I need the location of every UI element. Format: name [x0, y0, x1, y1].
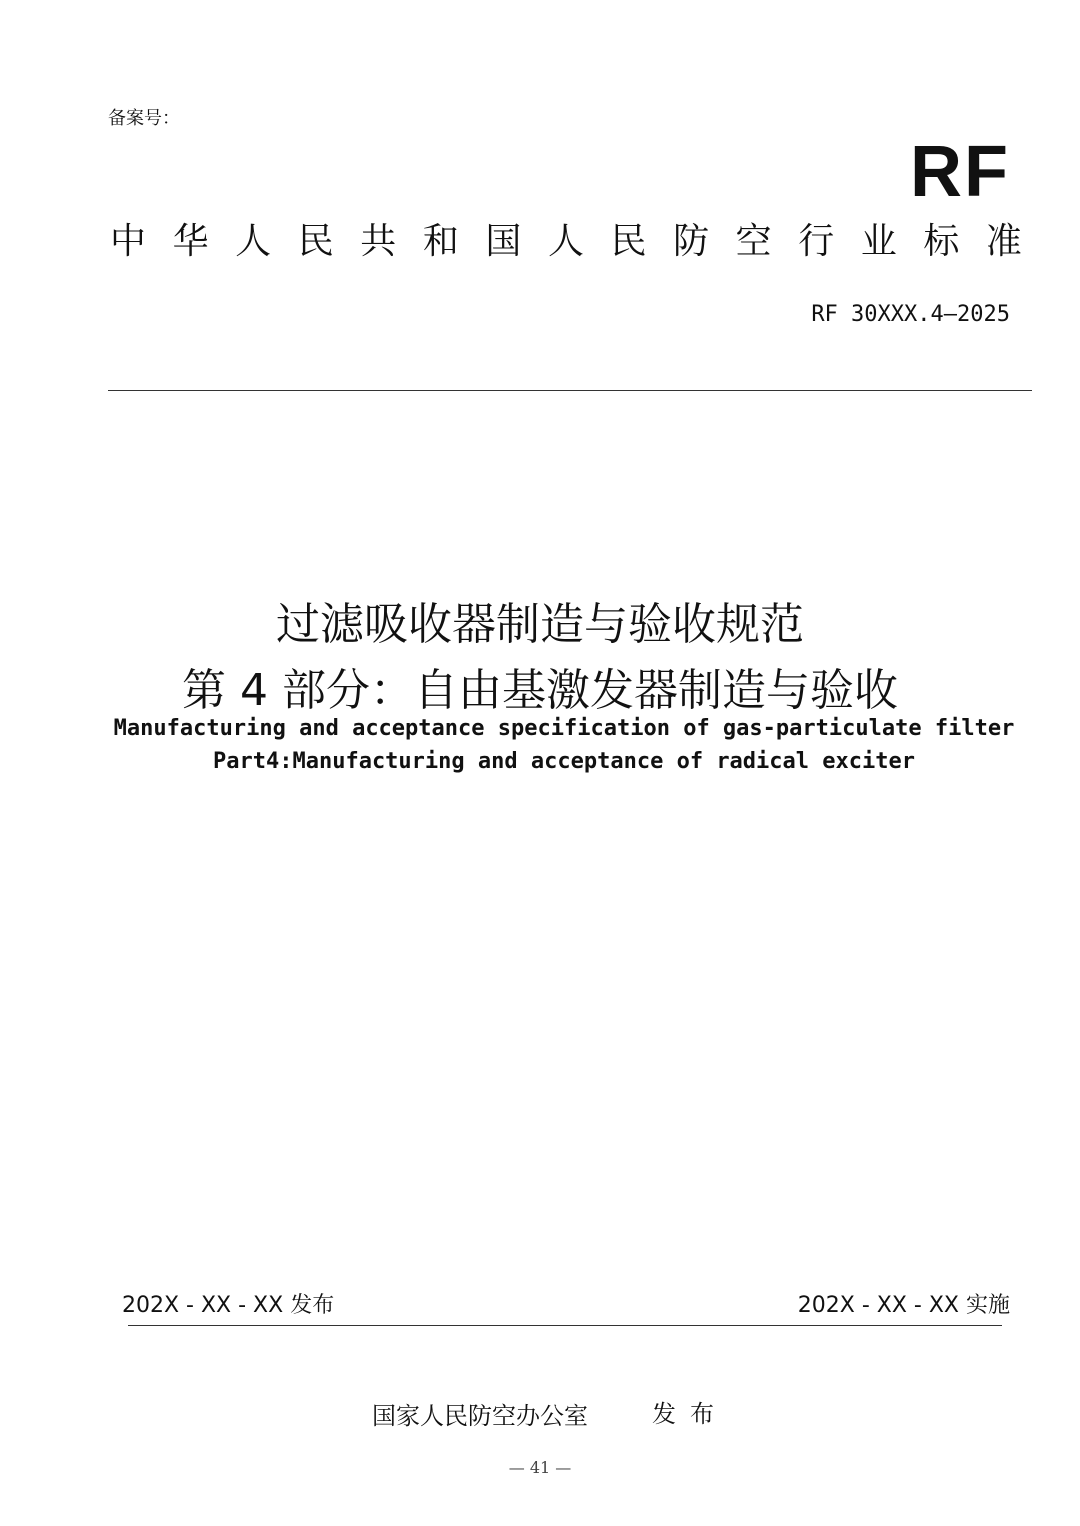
title-char: 和 — [422, 221, 459, 262]
page-number: — 41 — — [508, 1458, 572, 1477]
publish-date: 202X - XX - XX 发布 — [122, 1293, 335, 1318]
issue-label: 发布 — [652, 1400, 728, 1428]
title-char: 准 — [985, 221, 1022, 262]
title-char: 行 — [798, 221, 835, 262]
title-char: 民 — [610, 221, 647, 262]
filing-number-label: 备案号： — [108, 108, 180, 129]
implement-date: 202X - XX - XX 实施 — [797, 1293, 1010, 1318]
title-char: 中 — [110, 221, 147, 262]
title-char: 人 — [547, 221, 584, 262]
title-char: 人 — [235, 221, 272, 262]
title-char: 共 — [360, 221, 397, 262]
standard-number: RF 30XXX.4—2025 — [811, 302, 1010, 327]
issuer-name: 国家人民防空办公室 — [372, 1402, 588, 1430]
document-title-cn-line1: 过滤吸收器制造与验收规范 — [276, 599, 804, 650]
document-title-cn-line2: 第 4 部分：自由基激发器制造与验收 — [182, 665, 898, 716]
title-char: 空 — [735, 221, 772, 262]
title-char: 国 — [485, 221, 522, 262]
top-divider — [108, 390, 1032, 391]
rf-logo: RF — [910, 132, 1010, 212]
document-title-en-line1: Manufacturing and acceptance specification of gas-particulate filter — [113, 716, 1015, 741]
bottom-divider — [128, 1325, 1002, 1326]
title-char: 标 — [923, 221, 960, 262]
standard-category-title — [110, 220, 1022, 263]
title-char: 业 — [860, 221, 897, 262]
document-title-en-line2: Part4:Manufacturing and acceptance of radical exciter — [213, 749, 915, 774]
title-char: 民 — [297, 221, 334, 262]
title-char: 防 — [673, 221, 710, 262]
title-char: 华 — [172, 221, 209, 262]
